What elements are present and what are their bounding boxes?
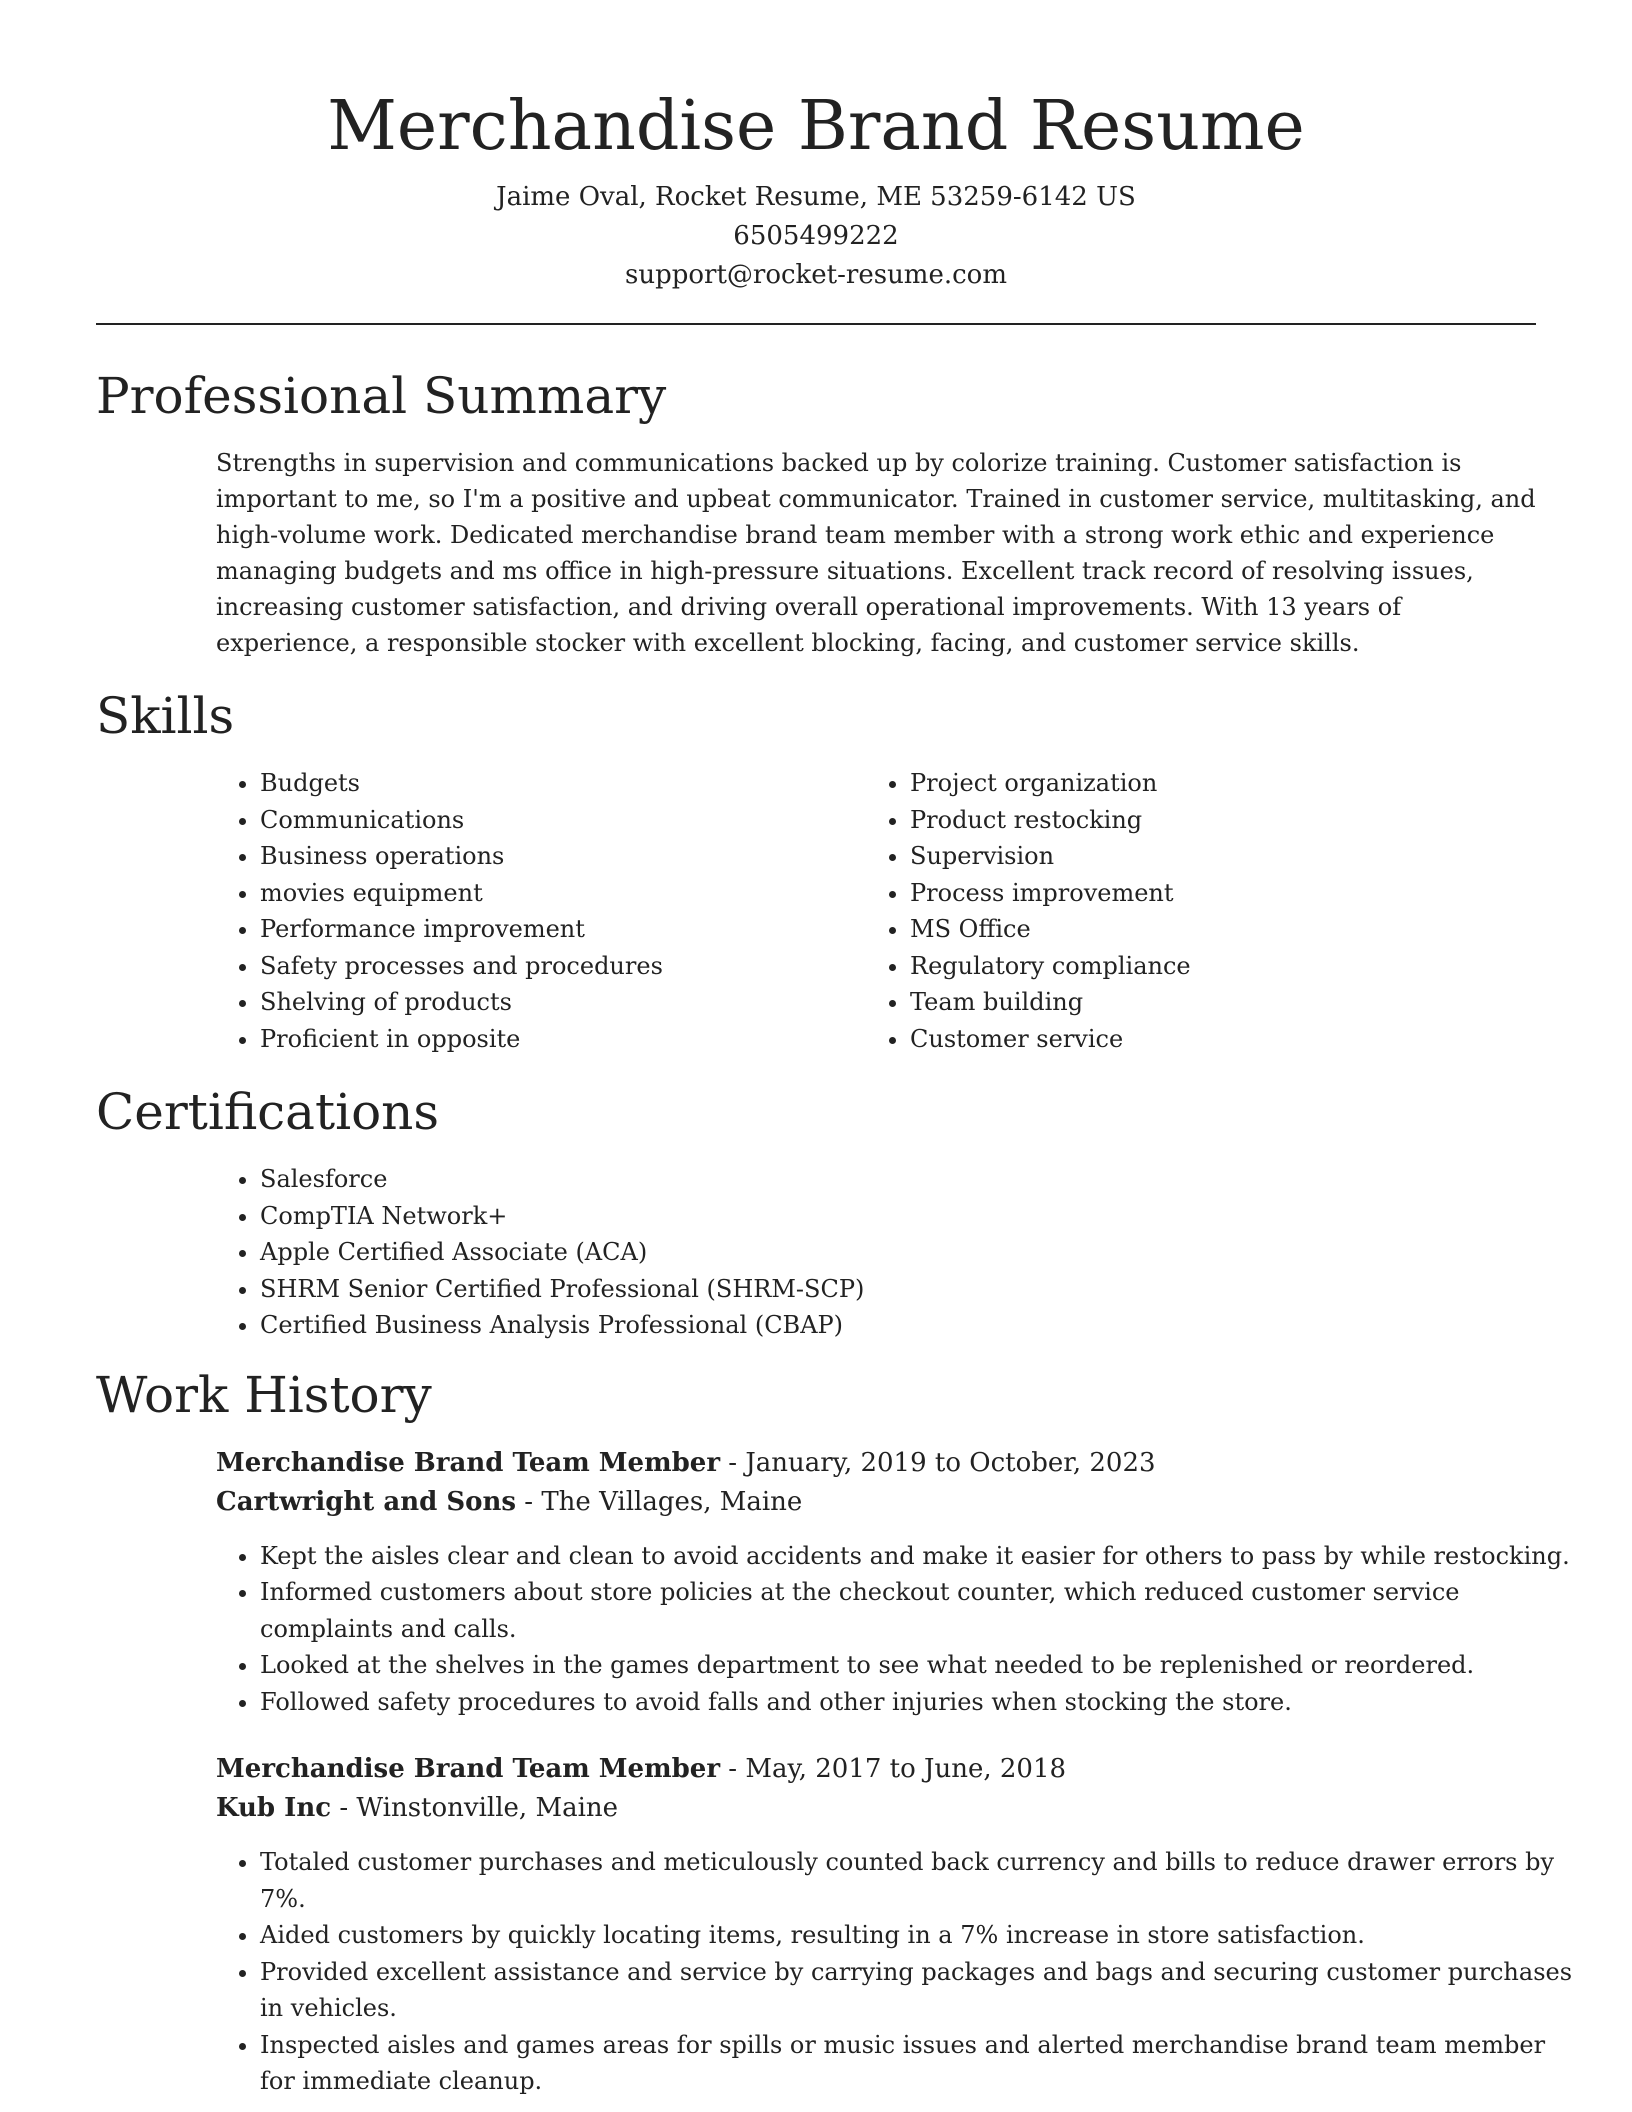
resume-title: Merchandise Brand Resume: [327, 87, 1305, 166]
job-location: Winstonville, Maine: [356, 1793, 619, 1823]
summary-text: Strengths in supervision and communications backed up by colorize training. Customer satisfaction is important to me, so I'm a positive and upbeat communicator. Trained in customer service, multitasking, and high-volume work. Dedicated merchandise brand team member with a strong work ethic and experience managing budgets and ms office in high-pressure situations. Excellent track record of resolving issues, increasing customer satisfaction, and driving overall operational improvements. With 13 years of experience, a responsible stocker with excellent blocking, facing, and customer service skills.: [216, 449, 1536, 657]
job-bullet: • Aided customers by quickly locating items, resulting in a 7% increase in store satisfaction.: [260, 1917, 1580, 1954]
certifications-list-wrap: [216, 1161, 1536, 1344]
certification-item: • Salesforce: [260, 1161, 1536, 1198]
job-title-line: Merchandise Brand Team Member - January, 2019 to October, 2023: [216, 1447, 1156, 1478]
job-dates: May, 2017 to June, 2018: [745, 1754, 1067, 1784]
summary-heading: Professional Summary: [96, 367, 667, 425]
skill-item: • MS Office: [910, 911, 1516, 948]
skill-item: • Team building: [910, 984, 1516, 1021]
job-company: Kub Inc: [216, 1793, 332, 1823]
contact-info: [96, 178, 1536, 295]
job-title: Merchandise Brand Team Member: [216, 1447, 721, 1478]
skill-item: • Supervision: [910, 838, 1516, 875]
skill-item: • Shelving of products: [260, 984, 866, 1021]
contact-address: Jaime Oval, Rocket Resume, ME 53259-6142 US: [496, 182, 1136, 212]
header-divider: [96, 323, 1536, 325]
skill-item: • Process improvement: [910, 875, 1516, 912]
skill-item: • Regulatory compliance: [910, 948, 1516, 985]
skill-item: • Business operations: [260, 838, 866, 875]
job-bullets: [216, 1538, 1570, 1721]
job-bullet-list: [216, 1538, 1580, 1721]
skills-list-right: [866, 765, 1516, 1057]
job-bullet: • Informed customers about store policies at the checkout counter, which reduced customer service complaints and calls.: [260, 1574, 1580, 1647]
certifications-heading: Certifications: [96, 1083, 440, 1141]
resume-page: [96, 0, 1573, 2112]
contact-phone: 6505499222: [733, 221, 899, 251]
certification-item: • Apple Certified Associate (ACA): [260, 1234, 1536, 1271]
job-entry: [216, 1444, 1570, 1721]
job-bullet: • Totaled customer purchases and meticulously counted back currency and bills to reduce drawer errors by 7%.: [260, 1844, 1580, 1917]
certification-item: • SHRM Senior Certified Professional (SHRM-SCP): [260, 1271, 1536, 1308]
job-dates: January, 2019 to October, 2023: [745, 1447, 1156, 1478]
contact-email: support@rocket-resume.com: [624, 260, 1007, 290]
skill-item: • Safety processes and procedures: [260, 948, 866, 985]
job-bullet: • Followed safety procedures to avoid falls and other injuries when stocking the store.: [260, 1684, 1580, 1721]
skill-item: • Budgets: [260, 765, 866, 802]
job-bullet: • Looked at the shelves in the games department to see what needed to be replenished or reordered.: [260, 1647, 1580, 1684]
job-bullet: • Provided excellent assistance and service by carrying packages and bags and securing customer purchases in vehicles.: [260, 1954, 1580, 2027]
job-title: Merchandise Brand Team Member: [216, 1754, 721, 1784]
skill-item: • Project organization: [910, 765, 1516, 802]
skill-item: • Performance improvement: [260, 911, 866, 948]
skill-item: • Customer service: [910, 1021, 1516, 1058]
certifications-list: [216, 1161, 1536, 1344]
skills-list-left: [216, 765, 866, 1057]
resume-header: [96, 0, 1536, 295]
job-title-line: Merchandise Brand Team Member - May, 2017 to June, 2018: [216, 1754, 1067, 1784]
job-location: The Villages, Maine: [541, 1486, 803, 1517]
certification-item: • Certified Business Analysis Professional (CBAP): [260, 1307, 1536, 1344]
job-bullet: • Kept the aisles clear and clean to avoid accidents and make it easier for others to pass by while restocking.: [260, 1538, 1580, 1575]
work-history-heading: Work History: [96, 1365, 432, 1424]
skill-item: • Communications: [260, 802, 866, 839]
skill-item: • movies equipment: [260, 875, 866, 912]
job-bullet: • Inspected aisles and games areas for spills or music issues and alerted merchandise brand team member for immediate cleanup.: [260, 2027, 1580, 2100]
job-company-line: Cartwright and Sons - The Villages, Maine: [216, 1486, 803, 1517]
skills-heading: Skills: [96, 687, 235, 745]
skill-item: • Proficient in opposite: [260, 1021, 866, 1058]
skill-item: • Product restocking: [910, 802, 1516, 839]
job-bullet-list: [216, 1844, 1580, 2100]
skills-grid: [216, 765, 1536, 1057]
job-bullets: [216, 1844, 1573, 2100]
job-company-line: Kub Inc - Winstonville, Maine: [216, 1793, 619, 1823]
certification-item: • CompTIA Network+: [260, 1198, 1536, 1235]
job-entry: [216, 1750, 1573, 2100]
job-company: Cartwright and Sons: [216, 1486, 516, 1517]
